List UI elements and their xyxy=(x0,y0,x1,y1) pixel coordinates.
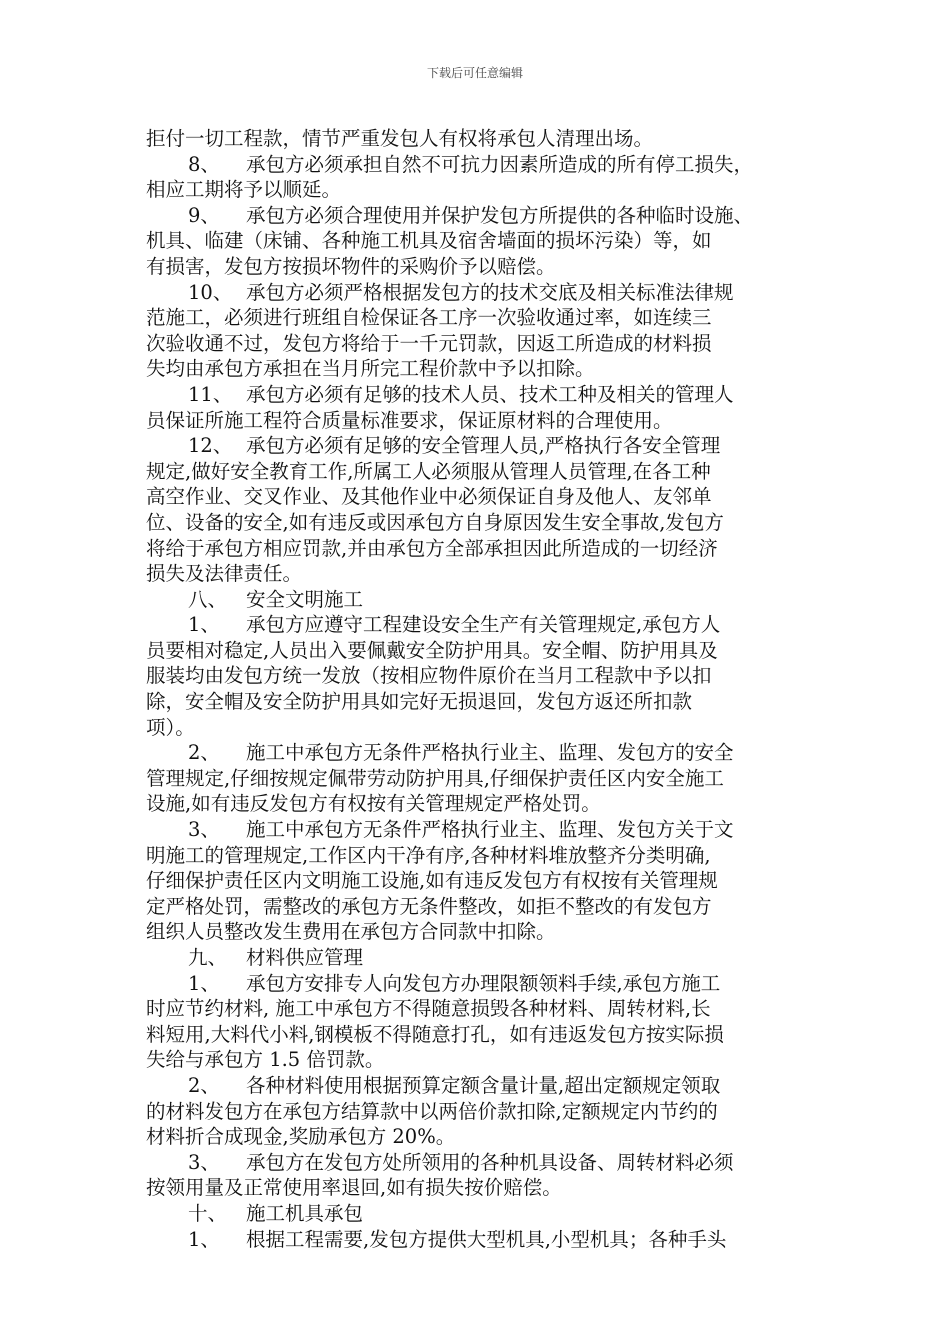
line-text: 拒付一切工程款，情节严重发包人有权将承包人清理出场。 xyxy=(146,127,654,150)
text-line xyxy=(146,1073,816,1099)
line-text: 料短用,大料代小料,钢模板不得随意打孔，如有违返发包方按实际损 xyxy=(146,1022,724,1046)
line-text: 高空作业、交叉作业、及其他作业中必须保证自身及他人、友邻单 xyxy=(146,485,712,509)
line-text: 位、设备的安全,如有违反或因承包方自身原因发生安全事故,发包方 xyxy=(146,510,724,534)
line-text: 承包方安排专人向发包方办理限额领料手续,承包方施工 xyxy=(246,971,721,995)
item-number: 1、 xyxy=(188,1227,220,1251)
item-number: 1、 xyxy=(188,971,220,995)
text-line xyxy=(146,791,816,817)
text-line xyxy=(146,945,816,971)
line-text: 设施,如有违反发包方有权按有关管理规定严格处罚。 xyxy=(146,792,601,816)
line-text: 服装均由发包方统一发放（按相应物件原价在当月工程款中予以扣 xyxy=(146,664,712,688)
text-line xyxy=(146,1201,816,1227)
line-text: 各种材料使用根据预算定额含量计量,超出定额规定领取 xyxy=(246,1073,721,1097)
text-line xyxy=(146,459,816,485)
text-line xyxy=(146,331,816,357)
line-text: 员要相对稳定,人员出入要佩戴安全防护用具。安全帽、防护用具及 xyxy=(146,638,718,662)
item-number: 12、 xyxy=(188,434,233,458)
line-text: 有损害，发包方按损坏物件的采购价予以赔偿。 xyxy=(146,254,556,278)
text-line xyxy=(146,868,816,894)
text-line xyxy=(146,1047,816,1073)
line-text: 仔细保护责任区内文明施工设施,如有违反发包方有权按有关管理规 xyxy=(146,869,718,893)
item-number: 3、 xyxy=(188,1150,220,1174)
line-text: 承包方在发包方处所领用的各种机具设备、周转材料必须 xyxy=(246,1150,734,1174)
line-text: 范施工，必须进行班组自检保证各工序一次验收通过率，如连续三 xyxy=(146,306,712,330)
line-text: 承包方必须合理使用并保护发包方所提供的各种临时设施、 xyxy=(246,203,754,227)
text-line xyxy=(146,561,816,587)
line-text: 承包方必须有足够的安全管理人员,严格执行各安全管理 xyxy=(246,434,721,458)
text-line xyxy=(146,510,816,536)
text-line xyxy=(146,663,816,689)
text-line xyxy=(146,356,816,382)
text-line xyxy=(146,919,816,945)
line-text: 除，安全帽及安全防护用具如完好无损退回，发包方返还所扣款 xyxy=(146,690,693,714)
line-text: 规定,做好安全教育工作,所属工人必须服从管理人员管理,在各工种 xyxy=(146,459,711,483)
text-line xyxy=(146,177,816,203)
item-number: 十、 xyxy=(188,1201,228,1225)
text-line xyxy=(146,536,816,562)
line-text: 相应工期将予以顺延。 xyxy=(146,178,342,202)
item-number: 11、 xyxy=(188,382,233,406)
line-text: 时应节约材料, 施工中承包方不得随意损毁各种材料、周转材料,长 xyxy=(146,997,711,1021)
text-line xyxy=(146,126,816,152)
text-line xyxy=(146,1099,816,1125)
text-line xyxy=(146,254,816,280)
line-text: 承包方必须承担自然不可抗力因素所造成的所有停工损失， xyxy=(246,152,754,176)
text-line xyxy=(146,843,816,869)
text-line xyxy=(146,228,816,254)
text-line xyxy=(146,305,816,331)
text-line xyxy=(146,612,816,638)
text-line xyxy=(146,971,816,997)
line-text: 损失及法律责任。 xyxy=(146,562,303,586)
text-line xyxy=(146,715,816,741)
text-line xyxy=(146,638,816,664)
line-text: 根据工程需要,发包方提供大型机具,小型机具；各种手头 xyxy=(246,1227,727,1251)
line-text: 将给于承包方相应罚款,并由承包方全部承担因此所造成的一切经济 xyxy=(146,536,718,560)
text-line xyxy=(146,1175,816,1201)
document-body xyxy=(146,126,816,1252)
line-text: 失给与承包方 1.5 倍罚款。 xyxy=(146,1048,385,1072)
text-line xyxy=(146,484,816,510)
text-line xyxy=(146,152,816,178)
line-text: 次验收通不过，发包方将给于一千元罚款，因返工所造成的材料损 xyxy=(146,331,712,355)
text-line xyxy=(146,1124,816,1150)
line-text: 定严格处罚，需整改的承包方无条件整改，如拒不整改的有发包方 xyxy=(146,894,712,918)
item-number: 九、 xyxy=(188,946,228,969)
line-text: 安全文明施工 xyxy=(246,587,364,611)
item-number: 10、 xyxy=(188,280,233,304)
text-line xyxy=(146,817,816,843)
line-text: 施工中承包方无条件严格执行业主、监理、发包方关于文 xyxy=(246,818,734,842)
item-number: 八、 xyxy=(188,587,228,611)
line-text: 项）。 xyxy=(146,715,195,739)
item-number: 2、 xyxy=(188,1073,220,1097)
text-line xyxy=(146,689,816,715)
page-header: 下载后可任意编辑 xyxy=(426,66,523,80)
line-text: 按领用量及正常使用率退回,如有损失按价赔偿。 xyxy=(146,1176,562,1200)
line-text: 机具、临建（床铺、各种施工机具及宿舍墙面的损坏污染）等，如 xyxy=(146,229,712,253)
text-line xyxy=(146,280,816,306)
line-text: 组织人员整改发生费用在承包方合同款中扣除。 xyxy=(146,920,556,944)
line-text: 承包方必须有足够的技术人员、技术工种及相关的管理人 xyxy=(246,382,734,406)
item-number: 3、 xyxy=(188,818,220,842)
line-text: 施工机具承包 xyxy=(246,1201,364,1225)
line-text: 施工中承包方无条件严格执行业主、监理、发包方的安全 xyxy=(246,741,734,765)
text-line xyxy=(146,1150,816,1176)
text-line xyxy=(146,766,816,792)
line-text: 的材料发包方在承包方结算款中以两倍价款扣除,定额规定内节约的 xyxy=(146,1099,718,1123)
item-number: 8、 xyxy=(188,152,220,176)
text-line xyxy=(146,203,816,229)
line-text: 员保证所施工程符合质量标准要求，保证原材料的合理使用。 xyxy=(146,408,673,432)
line-text: 材料供应管理 xyxy=(246,946,364,969)
line-text: 明施工的管理规定,工作区内干净有序,各种材料堆放整齐分类明确, xyxy=(146,843,711,867)
text-line xyxy=(146,996,816,1022)
text-line xyxy=(146,1227,816,1253)
text-line xyxy=(146,587,816,613)
text-line xyxy=(146,382,816,408)
line-text: 管理规定,仔细按规定佩带劳动防护用具,仔细保护责任区内安全施工 xyxy=(146,766,724,790)
item-number: 9、 xyxy=(188,203,220,227)
line-text: 材料折合成现金,奖励承包方 20%。 xyxy=(146,1125,456,1149)
item-number: 1、 xyxy=(188,613,220,637)
text-line xyxy=(146,433,816,459)
item-number: 2、 xyxy=(188,741,220,765)
text-line xyxy=(146,894,816,920)
text-line xyxy=(146,740,816,766)
text-line xyxy=(146,1022,816,1048)
line-text: 失均由承包方承担在当月所完工程价款中予以扣除。 xyxy=(146,357,595,381)
line-text: 承包方必须严格根据发包方的技术交底及相关标准法律规 xyxy=(246,280,734,304)
line-text: 承包方应遵守工程建设安全生产有关管理规定,承包方人 xyxy=(246,613,721,637)
text-line xyxy=(146,408,816,434)
